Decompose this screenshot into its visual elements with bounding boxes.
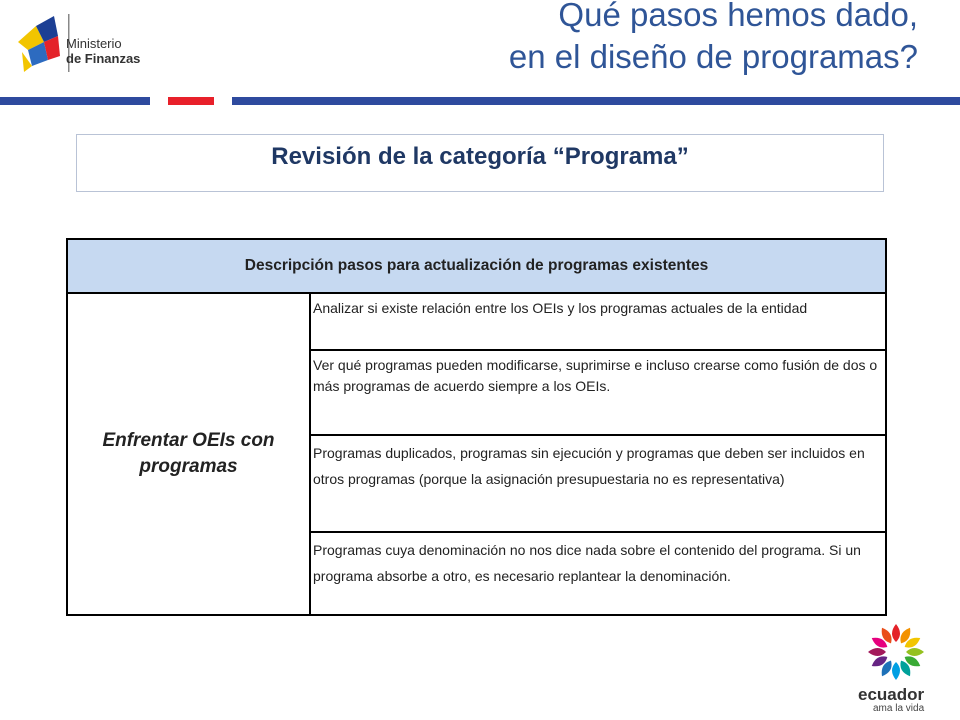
title-line-2: en el diseño de programas? <box>508 38 918 75</box>
step-cell-4: Programas cuya denominación no nos dice nada sobre el contenido del programa. Si un programa absorbe a otro, es necesario replantear la denominación. <box>310 532 886 615</box>
header-rule-blue-right <box>232 97 960 105</box>
logo-line-1: Ministerio <box>66 36 122 51</box>
ecuador-wordmark: ecuador <box>858 685 925 704</box>
title-line-1: Qué pasos hemos dado, <box>558 0 918 33</box>
step-cell-3: Programas duplicados, programas sin ejecución y programas que deben ser incluidos en otros programas (porque la asignación presupuestaria no es representativa) <box>310 435 886 532</box>
table-row <box>67 293 886 350</box>
subtitle: Revisión de la categoría “Programa” <box>271 143 689 170</box>
left-label: Enfrentar OEIs con programas <box>67 293 310 615</box>
subtitle-box <box>76 134 884 192</box>
steps-table <box>66 238 887 616</box>
step-cell-2: Ver qué programas pueden modificarse, suprimirse e incluso crearse como fusión de dos o más programas de acuerdo siempre a los OEIs. <box>310 350 886 435</box>
header-rule-blue-left <box>0 97 150 105</box>
table-header-row <box>67 239 886 293</box>
header-rule-red <box>168 97 214 105</box>
logo-line-2: de Finanzas <box>66 51 141 66</box>
table-header: Descripción pasos para actualización de programas existentes <box>67 239 886 293</box>
ecuador-tagline: ama la vida <box>873 703 925 714</box>
step-cell-1: Analizar si existe relación entre los OEIs y los programas actuales de la entidad <box>310 293 886 350</box>
page-title <box>240 0 918 78</box>
